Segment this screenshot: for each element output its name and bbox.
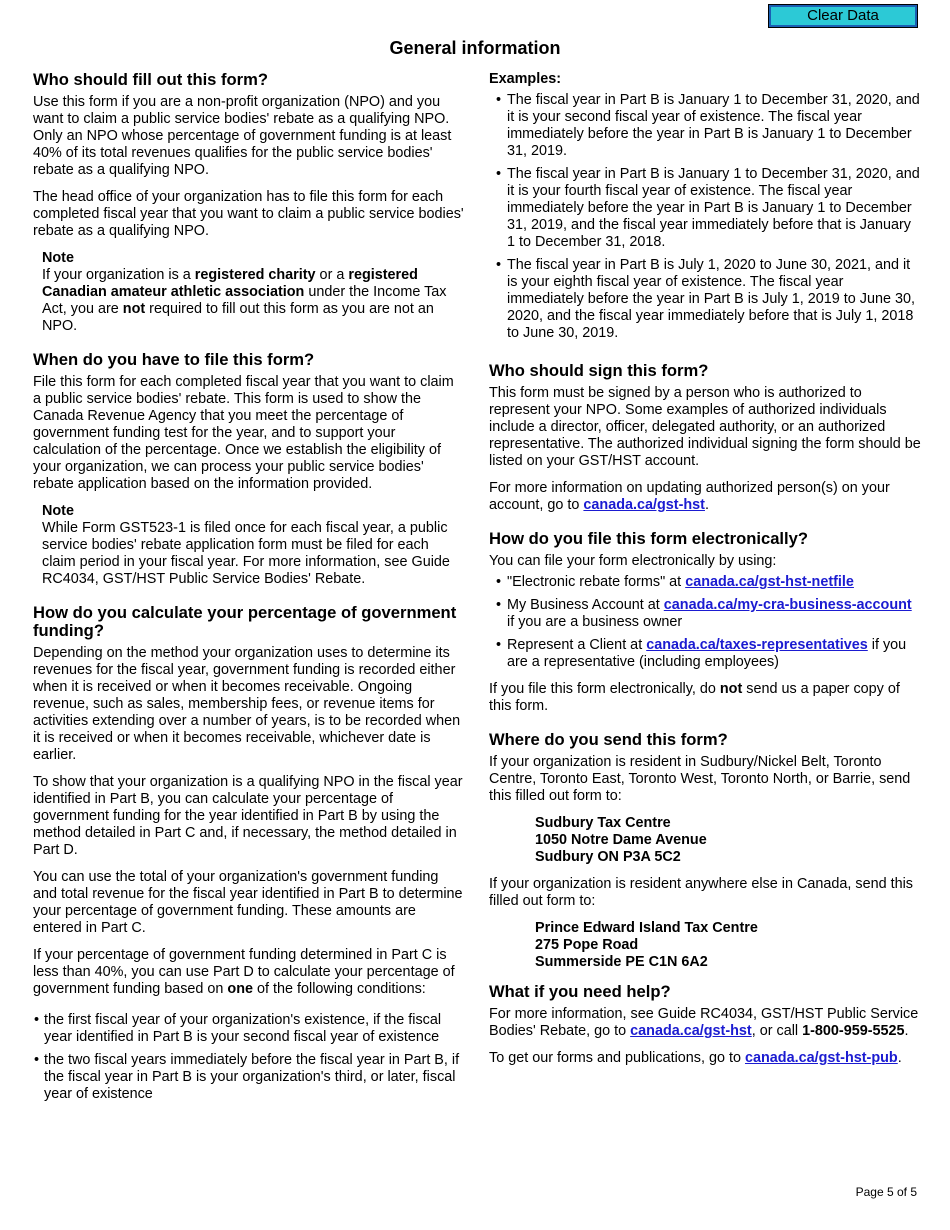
examples-heading: Examples: <box>489 71 561 87</box>
paragraph: For more information, see Guide RC4034, GST/HST Public Service Bodies' Rebate, go to canada.ca/gst-hst, or call 1-800-959-5525. <box>489 1006 919 1039</box>
note-label: Note <box>42 503 74 519</box>
examples-list <box>489 92 921 342</box>
examples-section <box>489 71 921 342</box>
section-heading: When do you have to file this form? <box>33 350 315 369</box>
section-heading: What if you need help? <box>489 982 671 1001</box>
paragraph: If your organization is resident in Sudbury/Nickel Belt, Toronto Centre, Toronto East, Toronto West, Toronto North, or Barrie, send this filled out form to: <box>489 754 911 804</box>
section-heading: Who should sign this form? <box>489 361 709 380</box>
section-heading: How do you file this form electronically? <box>489 529 809 548</box>
list-item: • Represent a Client at canada.ca/taxes-representatives if you are a representative (including employees) <box>489 637 921 671</box>
gst-hst-link[interactable]: canada.ca/gst-hst <box>630 1023 752 1039</box>
electronic-options-list <box>489 574 921 671</box>
list-item: • "Electronic rebate forms" at canada.ca/gst-hst-netfile <box>489 574 921 591</box>
my-cra-business-account-link[interactable]: canada.ca/my-cra-business-account <box>663 597 912 613</box>
sudbury-address: Sudbury Tax Centre 1050 Notre Dame Avenue Sudbury ON P3A 5C2 <box>535 815 707 865</box>
page-title: General information <box>389 38 561 58</box>
where-to-send-section <box>489 731 921 971</box>
note-box <box>42 503 465 588</box>
when-to-file-section <box>33 351 465 588</box>
paragraph: For more information on updating authorized person(s) on your account, go to canada.ca/gst-hst. <box>489 480 890 513</box>
who-should-sign-section <box>489 362 921 514</box>
section-heading: How do you calculate your percentage of government funding? <box>33 603 457 640</box>
paragraph: If you file this form electronically, do not send us a paper copy of this form. <box>489 681 900 714</box>
paragraph: Depending on the method your organization uses to determine its revenues for the fiscal year, government funding is recorded either when it is received or when it becomes receivable. Ongoing revenue, such as sales, membership fees, or revenue items for activities extending over a number of years, is to be recorded when it is received or when it becomes receivable, whichever date is earlier. <box>33 645 461 763</box>
list-item: • The fiscal year in Part B is January 1 to December 31, 2020, and it is your fourth fiscal year of existence. The fiscal year immediately before the year in Part B is January 1 to December 31, 2019, and the fiscal year immediately before that is January 1 to December 31, 2018. <box>489 166 921 251</box>
conditions-list <box>33 1012 465 1103</box>
gst-hst-netfile-link[interactable]: canada.ca/gst-hst-netfile <box>685 574 854 590</box>
paragraph: You can file your form electronically by using: <box>489 553 777 569</box>
gst-hst-link[interactable]: canada.ca/gst-hst <box>583 497 705 513</box>
paragraph: You can use the total of your organization's government funding and total revenue for the fiscal year identified in Part B to determine your percentage of government funding. These amounts are entered in Part C. <box>33 869 463 936</box>
list-item: • My Business Account at canada.ca/my-cra-business-account if you are a business owner <box>489 597 921 631</box>
pei-address: Prince Edward Island Tax Centre 275 Pope Road Summerside PE C1N 6A2 <box>535 920 758 970</box>
paragraph: The head office of your organization has to file this form for each completed fiscal year that you want to claim a public service bodies' rebate as a qualifying NPO. <box>33 189 464 239</box>
paragraph: If your percentage of government funding determined in Part C is less than 40%, you can use Part D to calculate your percentage of government funding based on one of the following conditions: <box>33 947 455 997</box>
right-column <box>489 71 921 1077</box>
paragraph: This form must be signed by a person who is authorized to represent your NPO. Some examples of authorized individuals include a director, officer, delegated authority, or an authorized representative. The authorized individual signing the form should be listed on your GST/HST account. <box>489 385 921 469</box>
paragraph: If your organization is resident anywhere else in Canada, send this filled out form to: <box>489 876 913 909</box>
section-heading: Where do you send this form? <box>489 730 728 749</box>
need-help-section <box>489 983 921 1067</box>
list-item: • the first fiscal year of your organization's existence, if the fiscal year identified in Part B is your second fiscal year of existence <box>33 1012 465 1046</box>
list-item: • the two fiscal years immediately before the fiscal year in Part B, if the fiscal year in Part B is your organization's third, or later, fiscal year of existence <box>33 1052 465 1103</box>
who-should-fill-section <box>33 71 465 335</box>
list-item: • The fiscal year in Part B is July 1, 2020 to June 30, 2021, and it is your eighth fiscal year of existence. The fiscal year immediately before the year in Part B is July 1, 2019 to June 30, 2020, and the fiscal year immediately before that is July 1, 2018 to June 30, 2019. <box>489 257 921 342</box>
taxes-representatives-link[interactable]: canada.ca/taxes-representatives <box>646 637 868 653</box>
gst-hst-pub-link[interactable]: canada.ca/gst-hst-pub <box>744 1050 898 1066</box>
list-item: • The fiscal year in Part B is January 1 to December 31, 2020, and it is your second fiscal year of existence. The fiscal year immediately before the year in Part B is January 1 to December 31, 2019. <box>489 92 921 160</box>
note-text: If your organization is a registered charity or a registered Canadian amateur athletic association under the Income Tax Act, you are not required to fill out this form as you are not an NPO. <box>42 267 447 334</box>
left-column <box>33 71 465 1113</box>
clear-data-button[interactable]: Clear Data <box>769 5 917 27</box>
page-number: Page 5 of 5 <box>855 1185 917 1199</box>
paragraph: Use this form if you are a non-profit organization (NPO) and you want to claim a public service bodies' rebate as a qualifying NPO. Only an NPO whose percentage of government funding is at least 40% of its total revenues qualifies for the public service bodies' rebate as a qualifying NPO. <box>33 94 452 178</box>
calculate-percentage-section <box>33 604 465 1103</box>
file-electronically-section <box>489 530 921 715</box>
note-text: While Form GST523-1 is filed once for each fiscal year, a public service bodies' rebate application form must be filed for each claim period in your fiscal year. For more information, see Guide RC4034, GST/HST Public Service Bodies' Rebate. <box>42 520 450 587</box>
paragraph: To get our forms and publications, go to canada.ca/gst-hst-pub. <box>489 1050 902 1066</box>
note-box <box>42 250 465 335</box>
section-heading: Who should fill out this form? <box>33 70 269 89</box>
paragraph: File this form for each completed fiscal year that you want to claim a public service bodies' rebate. This form is used to show the Canada Revenue Agency that you meet the percentage of government funding test for the year, and to support your calculation of the percentage. Once we establish the eligibility of your organization, we can process your public service bodies' rebate application based on the information provided. <box>33 374 454 492</box>
note-label: Note <box>42 250 74 266</box>
paragraph: To show that your organization is a qualifying NPO in the fiscal year identified in Part B, you can calculate your percentage of government funding for the year identified in Part B by using the method detailed in Part C and, if necessary, the method detailed in Part D. <box>33 774 463 858</box>
